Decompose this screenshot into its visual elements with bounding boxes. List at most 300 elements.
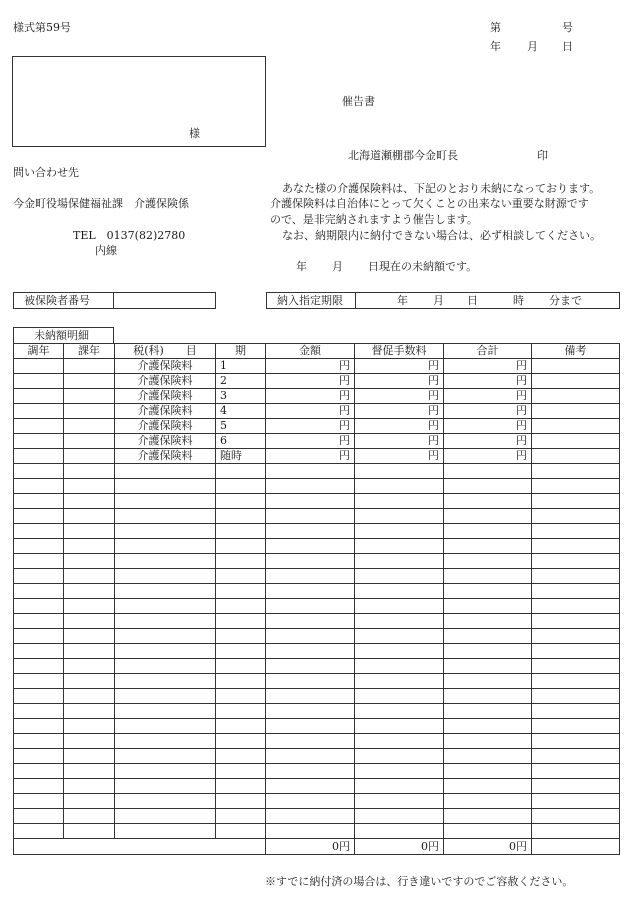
empty-cell	[532, 524, 620, 539]
empty-cell	[115, 644, 216, 659]
insured-number-box	[13, 292, 216, 309]
empty-cell	[266, 494, 355, 509]
empty-cell	[64, 479, 115, 494]
empty-cell	[355, 734, 444, 749]
header-levy-year: 課年	[64, 344, 115, 359]
empty-cell	[444, 524, 532, 539]
table-row	[14, 659, 620, 674]
empty-cell	[64, 764, 115, 779]
assessment-year-cell	[14, 449, 64, 464]
empty-cell	[266, 509, 355, 524]
empty-cell	[266, 464, 355, 479]
levy-year-cell	[64, 404, 115, 419]
empty-cell	[355, 524, 444, 539]
total-cell: 円	[444, 389, 532, 404]
empty-cell	[266, 614, 355, 629]
empty-cell	[115, 824, 216, 839]
remarks-cell	[532, 374, 620, 389]
total-fee-cell: 0円	[355, 839, 444, 855]
empty-cell	[266, 644, 355, 659]
empty-cell	[14, 614, 64, 629]
empty-cell	[14, 509, 64, 524]
table-row	[14, 824, 620, 839]
empty-cell	[115, 614, 216, 629]
empty-cell	[14, 764, 64, 779]
empty-cell	[216, 554, 266, 569]
remarks-cell	[532, 419, 620, 434]
assessment-year-cell	[14, 359, 64, 374]
empty-cell	[444, 479, 532, 494]
empty-cell	[14, 599, 64, 614]
table-row	[14, 764, 620, 779]
tax-item-cell: 介護保険料	[115, 449, 216, 464]
period-cell: 5	[216, 419, 266, 434]
empty-cell	[14, 644, 64, 659]
empty-cell	[444, 644, 532, 659]
empty-cell	[216, 644, 266, 659]
empty-cell	[14, 479, 64, 494]
header-total: 合計	[444, 344, 532, 359]
assessment-year-cell	[14, 404, 64, 419]
levy-year-cell	[64, 374, 115, 389]
empty-cell	[355, 509, 444, 524]
empty-cell	[266, 809, 355, 824]
empty-cell	[216, 659, 266, 674]
empty-cell	[64, 734, 115, 749]
table-row	[14, 734, 620, 749]
empty-cell	[14, 524, 64, 539]
empty-cell	[355, 644, 444, 659]
empty-cell	[266, 554, 355, 569]
fee-cell: 円	[355, 389, 444, 404]
contact-heading: 問い合わせ先	[13, 166, 79, 179]
fee-cell: 円	[355, 419, 444, 434]
table-row	[14, 674, 620, 689]
empty-cell	[216, 479, 266, 494]
table-row	[14, 374, 620, 389]
empty-cell	[532, 509, 620, 524]
empty-cell	[64, 524, 115, 539]
amount-cell: 円	[266, 359, 355, 374]
tax-item-cell: 介護保険料	[115, 374, 216, 389]
empty-cell	[14, 749, 64, 764]
empty-cell	[355, 794, 444, 809]
deadline-day: 日	[467, 294, 478, 307]
empty-cell	[532, 749, 620, 764]
empty-cell	[64, 644, 115, 659]
empty-cell	[14, 734, 64, 749]
empty-cell	[115, 809, 216, 824]
table-row	[14, 719, 620, 734]
fee-cell: 円	[355, 359, 444, 374]
empty-cell	[216, 539, 266, 554]
empty-cell	[14, 554, 64, 569]
empty-cell	[115, 689, 216, 704]
remarks-cell	[532, 434, 620, 449]
empty-cell	[216, 764, 266, 779]
remarks-cell	[532, 404, 620, 419]
empty-cell	[14, 464, 64, 479]
assessment-year-cell	[14, 434, 64, 449]
empty-cell	[266, 479, 355, 494]
tax-item-cell: 介護保険料	[115, 404, 216, 419]
period-cell: 1	[216, 359, 266, 374]
unpaid-detail-table	[13, 343, 620, 855]
header-amount: 金額	[266, 344, 355, 359]
table-row	[14, 539, 620, 554]
empty-cell	[355, 629, 444, 644]
empty-cell	[444, 569, 532, 584]
as-of-year: 年	[296, 260, 307, 273]
contact-department: 今金町役場保健福祉課 介護保険係	[13, 197, 189, 210]
empty-cell	[64, 824, 115, 839]
remarks-cell	[532, 389, 620, 404]
table-caption: 未納額明細	[13, 327, 114, 344]
table-row	[14, 584, 620, 599]
empty-cell	[64, 719, 115, 734]
table-row	[14, 479, 620, 494]
empty-cell	[355, 749, 444, 764]
empty-cell	[216, 569, 266, 584]
empty-cell	[355, 494, 444, 509]
empty-cell	[266, 794, 355, 809]
empty-cell	[355, 479, 444, 494]
empty-cell	[64, 584, 115, 599]
empty-cell	[532, 704, 620, 719]
total-amount-cell: 0円	[266, 839, 355, 855]
empty-cell	[115, 464, 216, 479]
table-row	[14, 599, 620, 614]
table-row	[14, 644, 620, 659]
table-row	[14, 809, 620, 824]
empty-cell	[115, 629, 216, 644]
issuer-name: 北海道瀬棚郡今金町長	[348, 149, 458, 162]
empty-cell	[444, 734, 532, 749]
levy-year-cell	[64, 419, 115, 434]
remarks-cell	[532, 359, 620, 374]
empty-cell	[64, 659, 115, 674]
empty-cell	[266, 689, 355, 704]
document-number-suffix: 号	[562, 21, 573, 34]
empty-cell	[444, 779, 532, 794]
empty-cell	[532, 734, 620, 749]
empty-cell	[444, 614, 532, 629]
empty-cell	[216, 524, 266, 539]
assessment-year-cell	[14, 419, 64, 434]
total-cell: 円	[444, 359, 532, 374]
empty-cell	[64, 599, 115, 614]
as-of-text: 日現在の未納額です。	[368, 260, 478, 273]
payment-deadline-box	[266, 292, 620, 309]
empty-cell	[64, 674, 115, 689]
empty-cell	[115, 524, 216, 539]
table-row	[14, 614, 620, 629]
period-cell: 6	[216, 434, 266, 449]
empty-cell	[115, 794, 216, 809]
grand-total-cell: 0円	[444, 839, 532, 855]
empty-cell	[115, 719, 216, 734]
issue-date-month: 月	[527, 40, 538, 53]
empty-cell	[115, 569, 216, 584]
empty-cell	[355, 809, 444, 824]
empty-cell	[64, 494, 115, 509]
empty-cell	[532, 569, 620, 584]
notice-line-1: あなた様の介護保険料は、下記のとおり未納になっております。	[282, 182, 601, 195]
empty-cell	[14, 794, 64, 809]
total-cell: 円	[444, 374, 532, 389]
empty-cell	[355, 689, 444, 704]
empty-cell	[266, 584, 355, 599]
empty-cell	[64, 539, 115, 554]
empty-cell	[266, 524, 355, 539]
tax-item-cell: 介護保険料	[115, 434, 216, 449]
empty-cell	[532, 674, 620, 689]
table-row	[14, 704, 620, 719]
empty-cell	[64, 779, 115, 794]
empty-cell	[216, 584, 266, 599]
fee-cell: 円	[355, 434, 444, 449]
table-row	[14, 779, 620, 794]
empty-cell	[532, 779, 620, 794]
table-row	[14, 524, 620, 539]
issuer-seal: 印	[537, 149, 548, 162]
empty-cell	[355, 719, 444, 734]
table-row	[14, 404, 620, 419]
empty-cell	[14, 569, 64, 584]
empty-cell	[266, 599, 355, 614]
empty-cell	[532, 629, 620, 644]
notice-line-2: 介護保険料は自治体にとって欠くことの出来ない重要な財源です	[270, 197, 589, 210]
empty-cell	[115, 659, 216, 674]
empty-cell	[444, 464, 532, 479]
notice-line-4: なお、納期限内に納付できない場合は、必ず相談してください。	[282, 229, 601, 242]
empty-cell	[216, 809, 266, 824]
notice-line-3: ので、是非完納されますよう催告します。	[270, 213, 478, 226]
empty-cell	[115, 749, 216, 764]
table-row	[14, 464, 620, 479]
empty-cell	[444, 764, 532, 779]
empty-cell	[14, 584, 64, 599]
empty-cell	[532, 719, 620, 734]
tax-item-cell: 介護保険料	[115, 389, 216, 404]
remarks-cell	[532, 449, 620, 464]
empty-cell	[266, 674, 355, 689]
levy-year-cell	[64, 449, 115, 464]
empty-cell	[115, 554, 216, 569]
empty-cell	[14, 539, 64, 554]
empty-cell	[532, 614, 620, 629]
fee-cell: 円	[355, 404, 444, 419]
empty-cell	[216, 824, 266, 839]
empty-cell	[266, 539, 355, 554]
table-row	[14, 794, 620, 809]
empty-cell	[115, 779, 216, 794]
empty-cell	[216, 794, 266, 809]
empty-cell	[64, 794, 115, 809]
fee-cell: 円	[355, 374, 444, 389]
empty-cell	[266, 749, 355, 764]
empty-cell	[532, 479, 620, 494]
fee-cell: 円	[355, 449, 444, 464]
insured-number-value	[114, 293, 124, 308]
empty-cell	[64, 704, 115, 719]
insured-number-label: 被保険者番号	[24, 294, 90, 307]
table-row	[14, 359, 620, 374]
empty-cell	[266, 719, 355, 734]
empty-cell	[216, 689, 266, 704]
assessment-year-cell	[14, 374, 64, 389]
empty-cell	[64, 509, 115, 524]
table-row	[14, 494, 620, 509]
empty-cell	[64, 629, 115, 644]
empty-cell	[64, 809, 115, 824]
period-cell: 随時	[216, 449, 266, 464]
empty-cell	[444, 539, 532, 554]
empty-cell	[444, 584, 532, 599]
table-row	[14, 569, 620, 584]
document-title: 催告書	[342, 95, 375, 108]
empty-cell	[115, 674, 216, 689]
empty-cell	[115, 494, 216, 509]
table-row	[14, 509, 620, 524]
empty-cell	[532, 689, 620, 704]
table-row	[14, 434, 620, 449]
empty-cell	[216, 734, 266, 749]
deadline-year: 年	[397, 294, 408, 307]
empty-cell	[64, 569, 115, 584]
table-row	[14, 449, 620, 464]
empty-cell	[444, 794, 532, 809]
empty-cell	[444, 509, 532, 524]
empty-cell	[216, 779, 266, 794]
empty-cell	[532, 599, 620, 614]
totals-row	[14, 839, 620, 855]
empty-cell	[444, 719, 532, 734]
empty-cell	[532, 584, 620, 599]
empty-cell	[14, 824, 64, 839]
empty-cell	[444, 629, 532, 644]
table-row	[14, 749, 620, 764]
table-row	[14, 554, 620, 569]
total-cell: 円	[444, 449, 532, 464]
empty-cell	[532, 764, 620, 779]
empty-cell	[115, 539, 216, 554]
empty-cell	[355, 464, 444, 479]
addressee-box	[12, 56, 266, 147]
empty-cell	[216, 629, 266, 644]
empty-cell	[532, 824, 620, 839]
table-row	[14, 689, 620, 704]
form-number: 様式第59号	[13, 21, 71, 34]
empty-cell	[355, 704, 444, 719]
deadline-minute: 分まで	[549, 294, 582, 307]
header-assessment-year: 調年	[14, 344, 64, 359]
tax-item-cell: 介護保険料	[115, 419, 216, 434]
table-row	[14, 389, 620, 404]
empty-cell	[444, 659, 532, 674]
empty-cell	[266, 629, 355, 644]
as-of-month: 月	[332, 260, 343, 273]
document-number-prefix: 第	[490, 21, 501, 34]
totals-label-cell	[14, 839, 266, 855]
empty-cell	[14, 719, 64, 734]
empty-cell	[14, 674, 64, 689]
empty-cell	[444, 809, 532, 824]
empty-cell	[115, 704, 216, 719]
amount-cell: 円	[266, 374, 355, 389]
empty-cell	[64, 464, 115, 479]
empty-cell	[355, 674, 444, 689]
empty-cell	[355, 779, 444, 794]
empty-cell	[266, 779, 355, 794]
empty-cell	[266, 704, 355, 719]
empty-cell	[532, 464, 620, 479]
empty-cell	[532, 659, 620, 674]
empty-cell	[444, 824, 532, 839]
total-cell: 円	[444, 404, 532, 419]
empty-cell	[64, 554, 115, 569]
amount-cell: 円	[266, 404, 355, 419]
empty-cell	[355, 584, 444, 599]
empty-cell	[14, 629, 64, 644]
table-row	[14, 629, 620, 644]
addressee-honorific: 様	[189, 127, 200, 140]
levy-year-cell	[64, 434, 115, 449]
empty-cell	[444, 689, 532, 704]
tax-item-cell: 介護保険料	[115, 359, 216, 374]
empty-cell	[216, 614, 266, 629]
period-cell: 3	[216, 389, 266, 404]
deadline-hour: 時	[513, 294, 524, 307]
empty-cell	[216, 494, 266, 509]
total-remarks-cell	[532, 839, 620, 855]
empty-cell	[444, 749, 532, 764]
deadline-month: 月	[433, 294, 444, 307]
empty-cell	[64, 749, 115, 764]
empty-cell	[14, 689, 64, 704]
empty-cell	[115, 599, 216, 614]
empty-cell	[444, 674, 532, 689]
contact-tel: TEL 0137(82)2780	[73, 229, 186, 242]
empty-cell	[532, 494, 620, 509]
empty-cell	[355, 554, 444, 569]
empty-cell	[216, 719, 266, 734]
empty-cell	[266, 569, 355, 584]
period-cell: 2	[216, 374, 266, 389]
empty-cell	[532, 644, 620, 659]
empty-cell	[216, 704, 266, 719]
levy-year-cell	[64, 389, 115, 404]
empty-cell	[355, 659, 444, 674]
empty-cell	[266, 824, 355, 839]
empty-cell	[216, 464, 266, 479]
contact-extension: 内線	[95, 244, 117, 257]
empty-cell	[444, 494, 532, 509]
footer-note: ※すでに納付済の場合は、行き違いですのでご容赦ください。	[265, 875, 574, 888]
empty-cell	[266, 734, 355, 749]
table-header-row	[14, 344, 620, 359]
total-cell: 円	[444, 434, 532, 449]
empty-cell	[532, 554, 620, 569]
header-tax-item: 税(科) 目	[115, 344, 216, 359]
empty-cell	[14, 659, 64, 674]
empty-cell	[216, 749, 266, 764]
header-period: 期	[216, 344, 266, 359]
empty-cell	[444, 704, 532, 719]
empty-cell	[355, 764, 444, 779]
empty-cell	[444, 599, 532, 614]
assessment-year-cell	[14, 389, 64, 404]
